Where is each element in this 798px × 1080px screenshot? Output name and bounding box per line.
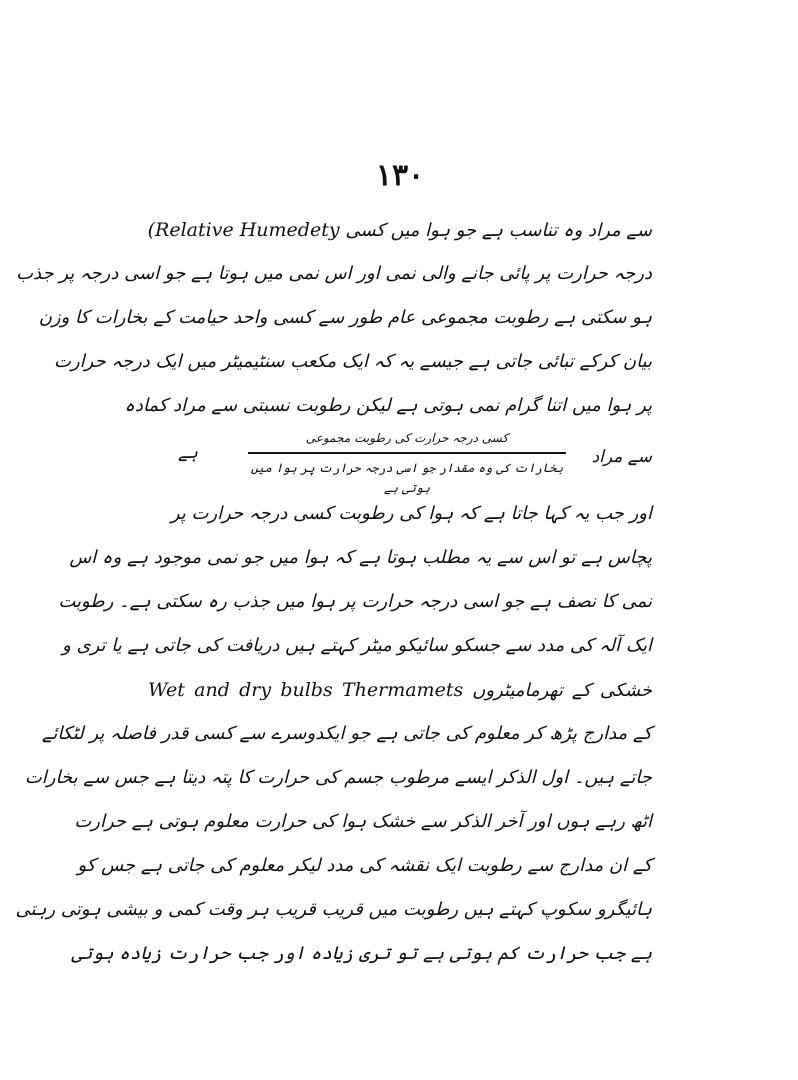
text-line-10 bbox=[148, 668, 652, 712]
text-line-11: کے مدارج پڑھ کر معلوم کی جاتی ہے جو ایکدوسرے سے کسی قدر فاصلہ پر لٹکائے bbox=[41, 723, 652, 744]
line-10-urdu: خشکی کے تھرمامیٹروں bbox=[472, 680, 653, 701]
line-10-latin: Wet and dry bulbs Thermamets bbox=[148, 679, 464, 701]
fraction-lead: سے مراد bbox=[591, 447, 652, 467]
text-line-16: ہے جب حرارت کم ہوتی ہے تو تری زیادہ اور جب حرارت زیادہ ہوتی bbox=[71, 943, 652, 964]
fraction-bar bbox=[248, 452, 566, 454]
text-line-3: ہو سکتی ہے رطوبت مجموعی عام طور سے کسی واحد حیامت کے بخارات کا وزن bbox=[38, 307, 652, 328]
text-line-12: جاتے ہیں۔ اول الذکر ایسے مرطوب جسم کی حرارت کا پتہ دیتا ہے جس سے بخارات bbox=[24, 767, 652, 788]
body-text bbox=[15, 208, 653, 976]
text-line-6: اور جب یہ کہا جاتا ہے کہ ہوا کی رطوبت کسی درجہ حرارت پر bbox=[170, 503, 652, 524]
text-line-5: پر ہوا میں اتنا گرام نمی ہوتی ہے لیکن رطوبت نسبتی سے مراد کمادہ bbox=[124, 395, 652, 416]
text-line-15: ہائیگرو سکوپ کہتے ہیں رطوبت میں قریب قریب ہر وقت کمی و بیشی ہوتی رہتی bbox=[15, 899, 652, 920]
fraction-numerator: کسی درجہ حرارت کی رطوبت مجموعی bbox=[305, 431, 509, 445]
text-line-2: درجہ حرارت پر پائی جانے والی نمی اور اس نمی میں ہوتا ہے جو اسی درجہ پر جذب bbox=[16, 263, 652, 284]
text-line-9: ایک آلہ کی مدد سے جسکو سائیکو میٹر کہتے ہیں دریافت کی جاتی ہے یا تری و bbox=[62, 635, 652, 656]
text-line-13: اٹھ رہے ہوں اور آخر الذکر سے خشک ہوا کی حرارت معلوم ہوتی ہے حرارت bbox=[74, 811, 652, 832]
text-line-4: بیان کرکے تبائی جاتی ہے جیسے یہ کہ ایک مکعب سنٹیمیٹر میں ایک درجہ حرارت bbox=[54, 351, 652, 372]
fraction-denominator: بخارات کی وہ مقدار جو اسی درجہ حرارت پر ہوا میں ہوتی ہے bbox=[250, 461, 564, 495]
line-1-urdu: سے مراد وہ تناسب ہے جو ہوا میں کسی bbox=[345, 220, 652, 241]
text-line-14: کے ان مدارج سے رطوبت ایک نقشہ کی مدد لیکر معلوم کی جاتی ہے جس کو bbox=[77, 855, 652, 876]
line-1-latin: (Relative Humedety bbox=[147, 219, 340, 241]
text-line-1 bbox=[148, 208, 652, 252]
fraction bbox=[248, 428, 566, 495]
page-number: ١٣٠ bbox=[375, 158, 425, 193]
text-line-7: پچاس ہے تو اس سے یہ مطلب ہوتا ہے کہ ہوا میں جو نمی موجود ہے وہ اس bbox=[69, 547, 652, 568]
fraction-trail: ہے bbox=[178, 443, 198, 463]
fraction-row bbox=[148, 428, 652, 495]
text-line-8: نمی کا نصف ہے جو اسی درجہ حرارت پر ہوا میں جذب رہ سکتی ہے۔ رطوبت bbox=[58, 591, 652, 612]
